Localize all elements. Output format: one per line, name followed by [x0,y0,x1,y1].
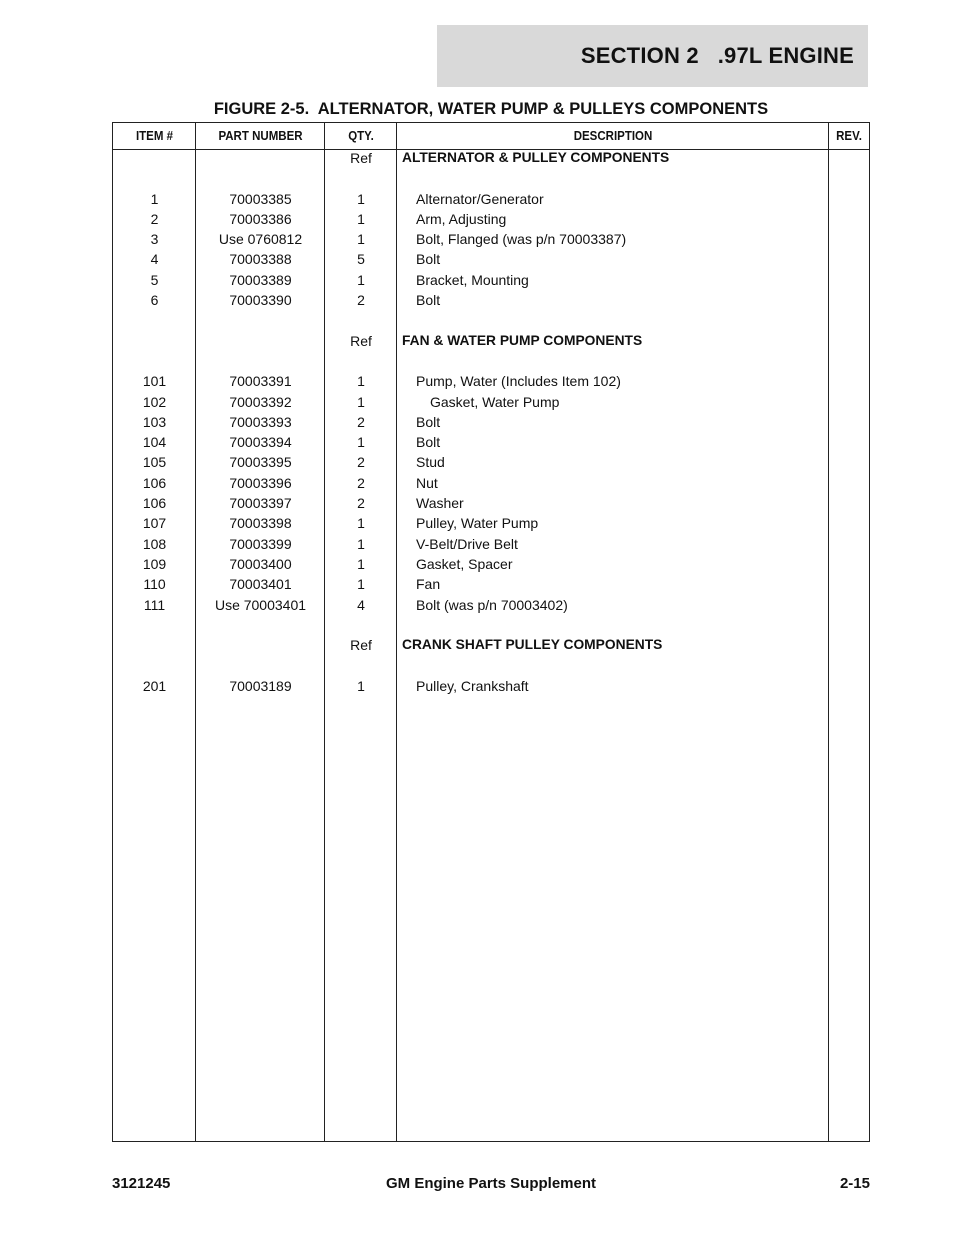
part-number: 70003396 [229,474,292,491]
item-number: 3 [150,231,159,248]
group-heading-row [113,635,869,655]
table-row [113,290,869,310]
item-number: 106 [142,474,167,491]
parts-table [112,122,870,1142]
part-number: 70003400 [229,555,292,572]
item-number: 2 [150,210,159,227]
table-row [113,392,869,412]
quantity: 1 [357,231,365,248]
table-row [113,371,869,391]
item-number: 6 [150,292,159,309]
description: Pulley, Crankshaft [416,677,529,694]
description: ALTERNATOR & PULLEY COMPONENTS [402,150,670,165]
part-number: 70003398 [229,515,292,532]
table-row [113,676,869,696]
part-number: 70003392 [229,393,292,410]
part-number: 70003391 [229,373,292,390]
part-number: 70003389 [229,271,292,288]
quantity: 4 [357,596,365,613]
document-title: GM Engine Parts Supplement [385,1175,597,1192]
col-header-part-number: PART NUMBER [218,129,303,143]
quantity: 1 [357,271,365,288]
item-number: 111 [143,596,166,613]
description: Gasket, Spacer [416,555,513,572]
description: Bolt [416,251,441,268]
item-number: 106 [142,495,167,512]
item-number: 110 [143,576,166,593]
quantity: Ref [350,637,372,654]
description: Bolt (was p/n 70003402) [416,596,568,613]
table-row [113,189,869,209]
item-number: 5 [150,271,159,288]
part-number: 70003189 [229,677,292,694]
description: Bolt [416,434,441,451]
item-number: 104 [142,434,167,451]
part-number: 70003390 [229,292,292,309]
table-row [113,554,869,574]
quantity: 1 [357,515,365,532]
spacer-row [113,351,869,371]
table-body [113,148,869,696]
description: Pulley, Water Pump [416,515,539,532]
spacer-row [113,168,869,188]
item-number: 102 [142,393,167,410]
table-row [113,432,869,452]
col-header-description: DESCRIPTION [573,129,653,143]
item-number: 103 [142,413,167,430]
table-row [113,270,869,290]
spacer-row [113,655,869,675]
item-number: 1 [150,190,159,207]
part-number: 70003397 [229,495,292,512]
quantity: 2 [357,474,365,491]
quantity: 1 [357,393,365,410]
quantity: 2 [357,495,365,512]
description: FAN & WATER PUMP COMPONENTS [402,332,643,348]
quantity: 1 [357,535,365,552]
part-number: 70003386 [229,210,292,227]
description: Stud [416,454,445,471]
description: Fan [416,576,441,593]
quantity: Ref [350,332,372,349]
description: Bolt [416,413,441,430]
table-row [113,534,869,554]
document-number: 3121245 [112,1175,171,1192]
part-number: Use 70003401 [214,596,307,613]
description: Pump, Water (Includes Item 102) [416,373,621,390]
quantity: 1 [357,555,365,572]
part-number: 70003385 [229,190,292,207]
part-number: 70003393 [229,413,292,430]
quantity: 1 [357,210,365,227]
quantity: 1 [357,576,365,593]
description: V-Belt/Drive Belt [416,535,518,552]
page-footer [112,1175,870,1195]
group-heading-row [113,148,869,168]
item-number: 108 [142,535,167,552]
item-number: 107 [142,515,167,532]
item-number: 201 [142,677,167,694]
description: CRANK SHAFT PULLEY COMPONENTS [402,637,663,653]
table-row [113,493,869,513]
table-row [113,452,869,472]
table-row [113,513,869,533]
table-row [113,209,869,229]
page-number: 2-15 [839,1175,870,1192]
quantity: 2 [357,292,365,309]
quantity: 5 [357,251,365,268]
description: Gasket, Water Pump [430,393,560,410]
spacer-row [113,615,869,635]
col-header-rev: REV. [836,129,862,143]
description: Alternator/Generator [416,190,544,207]
description: Bracket, Mounting [416,271,529,288]
quantity: 2 [357,413,365,430]
quantity: 1 [357,434,365,451]
item-number: 109 [142,555,167,572]
part-number: 70003388 [229,251,292,268]
item-number: 105 [142,454,167,471]
quantity: 1 [357,677,365,694]
quantity: 2 [357,454,365,471]
table-row [113,473,869,493]
quantity: 1 [357,190,365,207]
description: Bolt, Flanged (was p/n 70003387) [416,231,627,248]
section-banner [437,25,868,87]
part-number: 70003394 [229,434,292,451]
part-number: 70003399 [229,535,292,552]
description: Arm, Adjusting [416,210,507,227]
table-row [113,574,869,594]
item-number: 4 [150,251,159,268]
section-title: SECTION 2 .97L ENGINE [580,43,854,68]
description: Nut [416,474,438,491]
part-number: 70003395 [229,454,292,471]
group-heading-row [113,331,869,351]
col-header-item: ITEM # [135,129,174,143]
description: Washer [416,495,464,512]
quantity: Ref [350,150,372,166]
table-row [113,412,869,432]
table-row [113,249,869,269]
quantity: 1 [357,373,365,390]
spacer-row [113,310,869,330]
col-header-qty: QTY. [348,129,374,143]
figure-title: FIGURE 2-5. ALTERNATOR, WATER PUMP & PULLEYS COMPONENTS [213,100,769,118]
part-number: 70003401 [229,576,292,593]
table-row [113,229,869,249]
item-number: 101 [142,373,167,390]
table-row [113,595,869,615]
part-number: Use 0760812 [218,231,303,248]
description: Bolt [416,292,441,309]
